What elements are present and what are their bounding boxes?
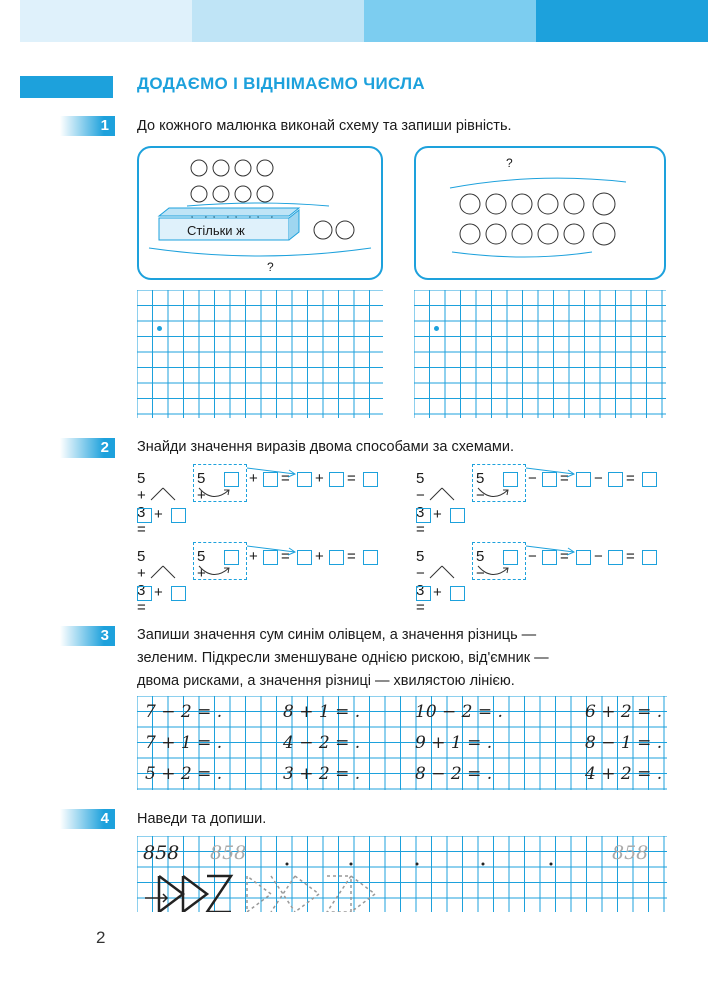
title-marker bbox=[20, 76, 113, 98]
header-band-1 bbox=[20, 0, 192, 42]
header-band-4 bbox=[536, 0, 708, 42]
decompose-box[interactable] bbox=[450, 508, 465, 523]
decompose-box[interactable] bbox=[137, 508, 152, 523]
apples-drawing-right bbox=[416, 148, 664, 278]
sample-digits: 858 bbox=[143, 842, 180, 864]
plus-sign: + bbox=[315, 548, 324, 565]
expression: 5 + 3 = bbox=[137, 470, 146, 538]
equals-sign: = bbox=[560, 548, 569, 565]
plus-sign: + bbox=[433, 584, 442, 601]
trace-patterns bbox=[137, 836, 667, 912]
page-title: ДОДАЄМО І ВІДНІМАЄМО ЧИСЛА bbox=[137, 74, 425, 93]
plus-sign: + bbox=[154, 506, 163, 523]
equals-sign: = bbox=[281, 470, 290, 487]
expression: 8 + 1 = . bbox=[283, 702, 361, 722]
question-mark-left: ? bbox=[267, 260, 274, 274]
task-4-number: 4 bbox=[60, 809, 115, 829]
header-band-3 bbox=[364, 0, 536, 42]
expression: 8 − 2 = . bbox=[415, 764, 493, 784]
plus-sign: + bbox=[249, 470, 258, 487]
question-mark-right: ? bbox=[506, 156, 513, 170]
task-4-instruction: Наведи та допиши. bbox=[137, 811, 267, 827]
task-3-line-1: Запиши значення сум синім олівцем, а значення різниць — bbox=[137, 627, 537, 643]
expression: 5 + 2 = . bbox=[145, 764, 223, 784]
plus-sign: + bbox=[154, 584, 163, 601]
task-1-grid-left[interactable] bbox=[137, 290, 383, 418]
decompose-box[interactable] bbox=[171, 586, 186, 601]
expression: 4 + 2 = . bbox=[585, 764, 663, 784]
decompose-box[interactable] bbox=[171, 508, 186, 523]
traced-digits: 858 bbox=[210, 842, 247, 864]
task-2-instruction: Знайди значення виразів двома способами за схемами. bbox=[137, 439, 514, 455]
expression-inner: 5 + bbox=[197, 470, 206, 504]
expression: 5 − 3 = bbox=[416, 548, 425, 616]
expression: 5 − 3 = bbox=[416, 470, 425, 538]
grid-dot-left bbox=[157, 326, 162, 331]
equals-sign: = bbox=[560, 470, 569, 487]
task-1-number: 1 bbox=[60, 116, 115, 136]
decompose-box[interactable] bbox=[416, 508, 431, 523]
expression-inner: 5 − bbox=[476, 548, 485, 582]
minus-sign: − bbox=[528, 548, 537, 565]
task-1-instruction: До кожного малюнка виконай схему та запиши рівність. bbox=[137, 118, 512, 134]
expression-inner: 5 − bbox=[476, 470, 485, 504]
minus-sign: − bbox=[594, 548, 603, 565]
task-2-number: 2 bbox=[60, 438, 115, 458]
expression-inner: 5 + bbox=[197, 548, 206, 582]
box-label: Стільки ж bbox=[187, 223, 245, 238]
apples-drawing-left bbox=[139, 148, 381, 278]
expression: 6 + 2 = . bbox=[585, 702, 663, 722]
plus-sign: + bbox=[249, 548, 258, 565]
decompose-box[interactable] bbox=[450, 586, 465, 601]
expression: 7 + 1 = . bbox=[145, 733, 223, 753]
expression: 8 − 1 = . bbox=[585, 733, 663, 753]
expression: 5 + 3 = bbox=[137, 548, 146, 616]
task-3-line-2: зеленим. Підкресли зменшуване однією рискою, від'ємник — bbox=[137, 650, 549, 666]
minus-sign: − bbox=[528, 470, 537, 487]
plus-sign: + bbox=[315, 470, 324, 487]
minus-sign: − bbox=[594, 470, 603, 487]
header-color-bar bbox=[20, 0, 708, 42]
expression: 4 − 2 = . bbox=[283, 733, 361, 753]
task-1-picture-right bbox=[414, 146, 666, 280]
grid-dot-right bbox=[434, 326, 439, 331]
task-1-picture-left bbox=[137, 146, 383, 280]
task-3-expressions bbox=[137, 696, 667, 790]
task-1-grid-right[interactable] bbox=[414, 290, 666, 418]
page-number: 2 bbox=[96, 928, 106, 947]
equals-sign: = bbox=[626, 548, 635, 565]
expression: 7 − 2 = . bbox=[145, 702, 223, 722]
decompose-box[interactable] bbox=[416, 586, 431, 601]
traced-digits-right: 858 bbox=[612, 842, 649, 864]
equals-sign: = bbox=[347, 548, 356, 565]
plus-sign: + bbox=[433, 506, 442, 523]
header-band-2 bbox=[192, 0, 364, 42]
task-3-number: 3 bbox=[60, 626, 115, 646]
decompose-box[interactable] bbox=[137, 586, 152, 601]
expression: 3 + 2 = . bbox=[283, 764, 361, 784]
task-3-line-3: двома рисками, а значення різниці — хвилястою лінією. bbox=[137, 673, 515, 689]
equals-sign: = bbox=[347, 470, 356, 487]
expression: 10 − 2 = . bbox=[415, 702, 503, 722]
equals-sign: = bbox=[626, 470, 635, 487]
expression: 9 + 1 = . bbox=[415, 733, 493, 753]
equals-sign: = bbox=[281, 548, 290, 565]
